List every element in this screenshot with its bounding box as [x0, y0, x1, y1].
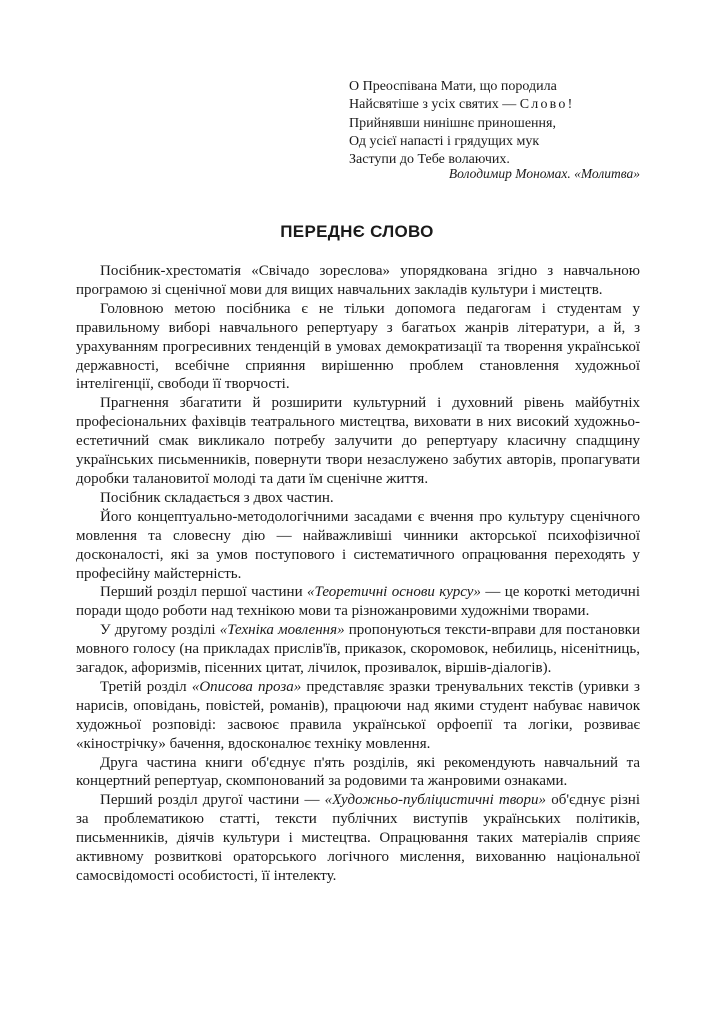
paragraph-text: Перший розділ другої частини — [100, 792, 325, 809]
epigraph-line: О Преоспівана Мати, що породила [349, 79, 557, 94]
epigraph-emphasized-word: Слово! [519, 97, 575, 113]
paragraph: Посібник складається з двох частин. [100, 489, 334, 506]
epigraph-line [349, 96, 649, 114]
paragraph: Посібник-хрестоматія «Свічадо зореслова» упорядкована згідно з навчальною програмою зі сценічної мови для вищих навчальних закладів культури і мистецтв. [76, 263, 640, 298]
paragraph-text: — це короткі методичні поради щодо роботи над технікою мови та різножанровими художніми творами. [76, 584, 640, 620]
epigraph-line: Заступи до Тебе волаючих. [349, 152, 510, 168]
section-title: «Теоретичні основи курсу» [307, 584, 481, 601]
paragraph: Друга частина книги об'єднує п'ять розділів, які рекомендують навчальний та концертний репертуар, скомпонований за родовими та жанровими ознаками. [76, 754, 640, 790]
paragraph: Прагнення збагатити й розширити культурний і духовний рівень майбутніх професіональних фахівців театрального мистецтва, виховати в них високий художньо-естетичний смак викликало потребу залучити до репертуару класичну спадщину українських письменників, повернути твори незаслужено забутих авторів, пропагувати доробки талановитої молоді та дати їм сценічне життя. [76, 395, 640, 487]
epigraph-line-text: Найсвятіше з усіх святих — [349, 97, 520, 113]
section-title: «Художньо-публіцистичні твори» [324, 792, 547, 809]
paragraph-text: пропонуються тексти-вправи для постановки мовного голосу (на прикладах прислів'їв, приказок, скоромовок, небилиць, нісенітниць, загадок, афоризмів, пісенних цитат, лічилок, прозивалок, віршів-діалогів). [76, 622, 640, 677]
paragraph [76, 583, 640, 621]
paragraph-text: Третій розділ [100, 678, 192, 695]
section-heading: ПЕРЕДНЄ СЛОВО [280, 222, 434, 241]
paragraph: Його концептуально-методологічними засадами є вчення про культуру сценічного мовлення та словесну дію — найважливіші чинники акторської психофізичної досконалості, які за умов поступового і систематичного опрацювання переходять у професійну майстерність. [76, 508, 640, 582]
paragraph: Головною метою посібника є не тільки допомога педагогам і студентам у правильному виборі навчального репертуару з багатьох жанрів літератури, а й, з урахуванням прогресивних тенденцій в умовах демократизації та творення української державності, всебічне сприяння вирішенню проблем становлення художньої інтелігенції, свободи її творчості. [76, 300, 640, 393]
paragraph-text: представляє зразки тренувальних текстів (уривки з нарисів, оповідань, повістей, романів), працюючи над якими студент набуває навичок художньої розповіді: засвоює правила української орфоепії та логіки, розвиває «кінострічку» бачення, вдосконалює техніку мовлення. [76, 678, 640, 752]
paragraph [76, 791, 640, 886]
epigraph-attribution: Володимир Мономах. «Молитва» [448, 166, 640, 181]
epigraph-line: Од усієї напасті і грядущих мук [349, 133, 540, 149]
paragraph [76, 621, 640, 678]
section-title: «Техніка мовлення» [219, 622, 345, 639]
section-title: «Описова проза» [191, 678, 302, 695]
paragraph-text: У другому розділі [100, 622, 220, 639]
epigraph-line: Прийнявши нинішнє приношення, [349, 115, 556, 131]
paragraph-text: об'єднує різні за проблематикою статті, тексти публічних виступів українських політиків, письменників, діячів культури і мистецтва. Опрацювання таких матеріалів сприяє активному розвиткові ораторського логічного мислення, вихованню національної самосвідомості особистості, її інтелекту. [76, 792, 640, 884]
body-text [76, 262, 640, 886]
paragraph-text: Перший розділ першої частини [100, 584, 308, 601]
paragraph [76, 678, 640, 754]
epigraph [349, 78, 649, 169]
